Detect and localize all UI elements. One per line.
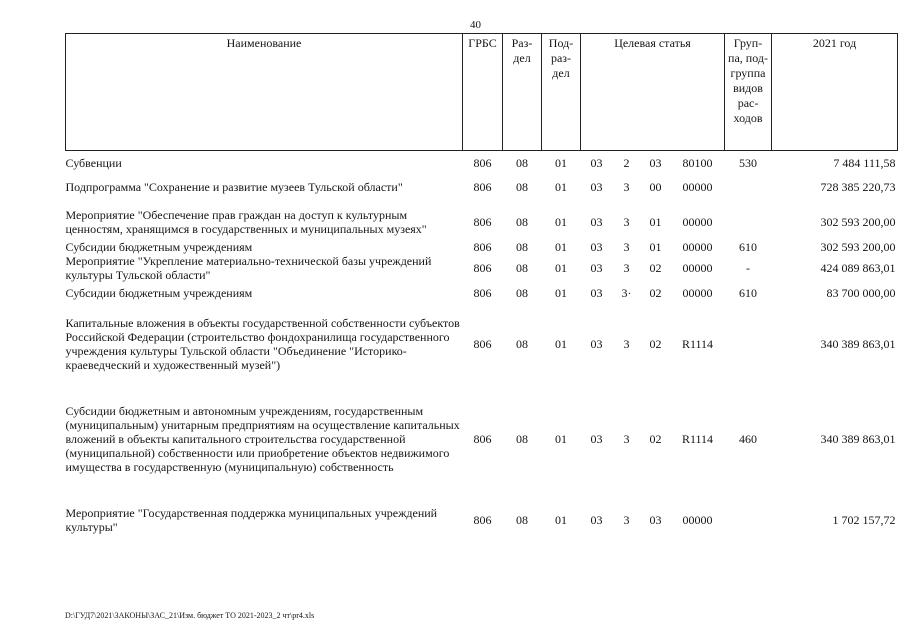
table-row bbox=[66, 240, 898, 254]
cell-grbs: 806 bbox=[473, 156, 492, 170]
cell-t3: 01 bbox=[649, 240, 662, 254]
cell-grbs: 806 bbox=[473, 337, 492, 351]
cell-amount: 83 700 000,00 bbox=[826, 286, 896, 300]
cell-group bbox=[725, 494, 772, 546]
cell-t4: 00000 bbox=[682, 215, 713, 229]
page-number: 40 bbox=[470, 19, 481, 31]
cell-t1: 03 bbox=[590, 215, 603, 229]
table-header bbox=[66, 34, 898, 151]
cell-podrazdel: 01 bbox=[555, 513, 567, 527]
table-row bbox=[66, 304, 898, 384]
cell-t3: 00 bbox=[649, 180, 662, 194]
cell-name: Субсидии бюджетным и автономным учреждениям, государственным (муниципальным) унитарным предприятиям на осуществление капитальных вложений в объекты капитального строительства государственной (муниципальной) собственности или приобретение объектов недвижимого имущества в государственную (муниципальную) собственность bbox=[65, 404, 460, 474]
header-year-2021: 2021 год bbox=[772, 34, 898, 151]
cell-name: Мероприятие "Укрепление материально-технической базы учреждений культуры Тульской области" bbox=[65, 254, 432, 282]
cell-amount: 340 389 863,01 bbox=[820, 337, 896, 351]
cell-razdel: 08 bbox=[516, 513, 528, 527]
table-row bbox=[66, 204, 898, 240]
cell-amount: 424 089 863,01 bbox=[820, 261, 896, 275]
cell-grbs: 806 bbox=[473, 286, 492, 300]
cell-t4: 00000 bbox=[682, 286, 713, 300]
cell-podrazdel: 01 bbox=[555, 261, 567, 275]
cell-t2: 2 bbox=[623, 156, 630, 170]
table-row bbox=[66, 254, 898, 282]
cell-t3: 02 bbox=[649, 286, 662, 300]
cell-podrazdel: 01 bbox=[555, 156, 567, 170]
cell-group bbox=[725, 204, 772, 240]
cell-amount: 302 593 200,00 bbox=[820, 240, 896, 254]
cell-t1: 03 bbox=[590, 432, 603, 446]
cell-grbs: 806 bbox=[473, 215, 492, 229]
cell-t2: 3 bbox=[623, 215, 630, 229]
table-row bbox=[66, 170, 898, 204]
cell-t4: 00000 bbox=[682, 180, 713, 194]
cell-t4: 80100 bbox=[682, 156, 713, 170]
cell-t2: 3 bbox=[623, 337, 630, 351]
cell-group bbox=[725, 170, 772, 204]
cell-name: Субсидии бюджетным учреждениям bbox=[65, 240, 253, 254]
cell-t4: R1114 bbox=[681, 337, 714, 351]
cell-name: Субсидии бюджетным учреждениям bbox=[65, 286, 253, 300]
cell-razdel: 08 bbox=[516, 337, 528, 351]
cell-amount: 1 702 157,72 bbox=[832, 513, 896, 527]
table-row bbox=[66, 494, 898, 546]
cell-grbs: 806 bbox=[473, 513, 492, 527]
cell-t1: 03 bbox=[590, 337, 603, 351]
cell-razdel: 08 bbox=[516, 180, 528, 194]
cell-group: 460 bbox=[739, 432, 758, 446]
cell-group bbox=[725, 304, 772, 384]
cell-group: - bbox=[746, 261, 751, 275]
cell-group: 530 bbox=[739, 156, 758, 170]
cell-t2: 3· bbox=[621, 286, 632, 300]
cell-name: Мероприятие "Обеспечение прав граждан на доступ к культурным ценностям, хранящимся в государственных и муниципальных музеях" bbox=[65, 208, 427, 236]
header-expense-group: Груп- па, под- группа видов рас- ходов bbox=[725, 34, 772, 151]
cell-amount: 7 484 111,58 bbox=[833, 156, 896, 170]
cell-podrazdel: 01 bbox=[555, 286, 567, 300]
cell-podrazdel: 01 bbox=[555, 337, 567, 351]
cell-t4: 00000 bbox=[682, 261, 713, 275]
table-row bbox=[66, 151, 898, 171]
cell-amount: 340 389 863,01 bbox=[820, 432, 896, 446]
cell-t3: 03 bbox=[649, 156, 662, 170]
header-razdel: Раз- дел bbox=[503, 34, 542, 151]
header-podrazdel: Под- раз- дел bbox=[542, 34, 581, 151]
cell-t1: 03 bbox=[590, 261, 603, 275]
cell-razdel: 08 bbox=[516, 240, 528, 254]
cell-razdel: 08 bbox=[516, 286, 528, 300]
cell-razdel: 08 bbox=[516, 432, 528, 446]
table-row bbox=[66, 384, 898, 494]
cell-t2: 3 bbox=[623, 513, 630, 527]
cell-name: Подпрограмма "Сохранение и развитие музеев Тульской области" bbox=[65, 180, 403, 194]
cell-group: 610 bbox=[739, 286, 758, 300]
cell-group: 610 bbox=[739, 240, 758, 254]
cell-t3: 03 bbox=[649, 513, 662, 527]
cell-t1: 03 bbox=[590, 240, 603, 254]
cell-name: Мероприятие "Государственная поддержка муниципальных учреждений культуры" bbox=[65, 506, 438, 534]
cell-t1: 03 bbox=[590, 513, 603, 527]
header-name: Наименование bbox=[66, 34, 463, 151]
table-row bbox=[66, 282, 898, 304]
cell-razdel: 08 bbox=[516, 215, 528, 229]
cell-t1: 03 bbox=[590, 156, 603, 170]
header-grbs: ГРБС bbox=[463, 34, 503, 151]
cell-name: Капитальные вложения в объекты государственной собственности субъектов Российской Федерации (строительство фондохранилища государственного учреждения культуры Тульской области "Объединение "Историко-краеведческий и художественный музей") bbox=[65, 316, 460, 372]
cell-podrazdel: 01 bbox=[555, 432, 567, 446]
cell-t4: 00000 bbox=[682, 240, 713, 254]
cell-podrazdel: 01 bbox=[555, 240, 567, 254]
cell-t1: 03 bbox=[590, 286, 603, 300]
cell-grbs: 806 bbox=[473, 261, 492, 275]
cell-grbs: 806 bbox=[473, 180, 492, 194]
cell-t2: 3 bbox=[623, 240, 630, 254]
cell-razdel: 08 bbox=[516, 156, 528, 170]
cell-t3: 02 bbox=[649, 337, 662, 351]
cell-t3: 01 bbox=[649, 215, 662, 229]
cell-razdel: 08 bbox=[516, 261, 528, 275]
cell-grbs: 806 bbox=[473, 240, 492, 254]
cell-podrazdel: 01 bbox=[555, 215, 567, 229]
cell-t3: 02 bbox=[649, 432, 662, 446]
cell-t4: R1114 bbox=[681, 432, 714, 446]
cell-t3: 02 bbox=[649, 261, 662, 275]
cell-podrazdel: 01 bbox=[555, 180, 567, 194]
cell-t2: 3 bbox=[623, 261, 630, 275]
cell-t1: 03 bbox=[590, 180, 603, 194]
cell-amount: 302 593 200,00 bbox=[820, 215, 896, 229]
cell-grbs: 806 bbox=[473, 432, 492, 446]
cell-t2: 3 bbox=[623, 180, 630, 194]
file-path-footer: D:\ГУД7\2021\ЗАКОНЫ\ЗАС_21\Изм. бюджет ТО 2021-2023_2 чт\pr4.xls bbox=[65, 611, 315, 620]
budget-table bbox=[65, 33, 898, 546]
cell-t4: 00000 bbox=[682, 513, 713, 527]
cell-t2: 3 bbox=[623, 432, 630, 446]
header-target-article: Целевая статья bbox=[581, 34, 725, 151]
cell-amount: 728 385 220,73 bbox=[820, 180, 896, 194]
cell-name: Субвенции bbox=[65, 156, 122, 170]
